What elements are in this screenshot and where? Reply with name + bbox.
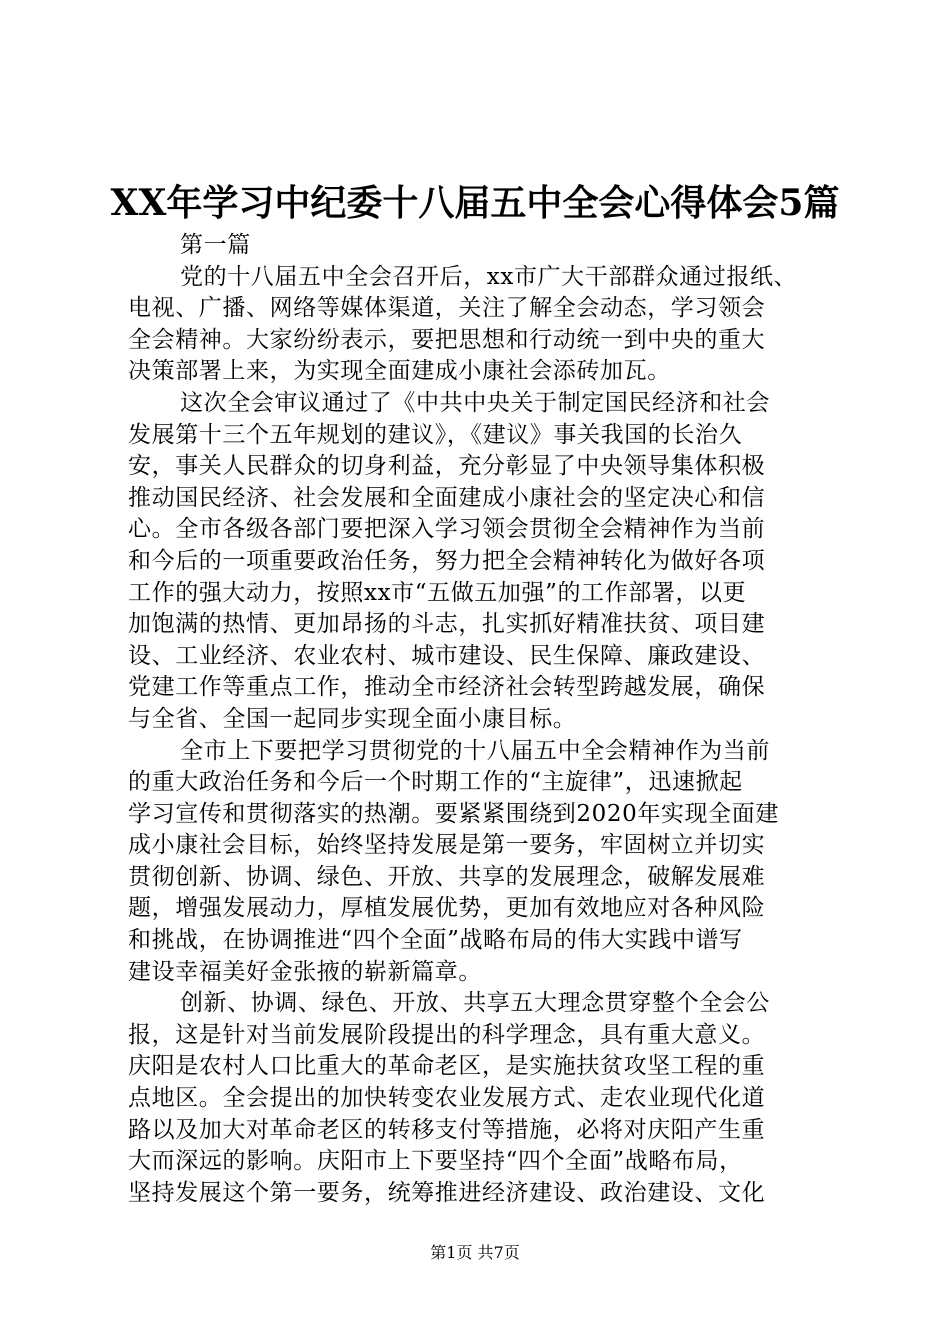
body-line: 建设幸福美好金张掖的崭新篇章。 [128, 958, 482, 985]
body-line: 报，这是针对当前发展阶段提出的科学理念，具有重大意义。 [128, 1021, 766, 1048]
body-line: 路以及加大对革命老区的转移支付等措施，必将对庆阳产生重 [128, 1116, 766, 1143]
body-line: 创新、协调、绿色、开放、共享五大理念贯穿整个全会公 [180, 990, 770, 1017]
body-line: 和挑战，在协调推进“四个全面”战略布局的伟大实践中谱写 [128, 927, 743, 954]
body-line: 全会精神。大家纷纷表示，要把思想和行动统一到中央的重大 [128, 326, 766, 353]
body-line: 发展第十三个五年规划的建议》，《建议》事关我国的长治久 [128, 421, 743, 448]
body-line: 大而深远的影响。庆阳市上下要坚持“四个全面”战略布局， [128, 1148, 743, 1175]
body-line: 坚持发展这个第一要务，统筹推进经济建设、政治建设、文化 [128, 1179, 766, 1206]
document-title: XX年学习中纪委十八届五中全会心得体会5篇 [110, 182, 840, 224]
body-line: 庆阳是农村人口比重大的革命老区，是实施扶贫攻坚工程的重 [128, 1053, 766, 1080]
body-line: 工作的强大动力，按照xx市“五做五加强”的工作部署，以更 [128, 579, 747, 606]
body-line: 点地区。全会提出的加快转变农业发展方式、走农业现代化道 [128, 1085, 766, 1112]
body-line: 与全省、全国一起同步实现全面小康目标。 [128, 705, 577, 732]
body-line: 这次全会审议通过了《中共中央关于制定国民经济和社会 [180, 389, 770, 416]
body-line: 设、工业经济、农业农村、城市建设、民生保障、廉政建设、 [128, 642, 766, 669]
page-footer: 第1页 共7页 [430, 1243, 520, 1262]
body-line: 全市上下要把学习贯彻党的十八届五中全会精神作为当前 [180, 737, 770, 764]
body-line: 第一篇 [180, 232, 251, 258]
body-line: 加饱满的热情、更加昂扬的斗志，扎实抓好精准扶贫、项目建 [128, 611, 766, 638]
body-line: 成小康社会目标，始终坚持发展是第一要务，牢固树立并切实 [128, 832, 766, 859]
body-line: 党的十八届五中全会召开后，xx市广大干部群众通过报纸、 [180, 263, 798, 290]
document-body [128, 230, 833, 1209]
body-line: 决策部署上来，为实现全面建成小康社会添砖加瓦。 [128, 358, 671, 385]
body-line: 题，增强发展动力，厚植发展优势，更加有效地应对各种风险 [128, 895, 766, 922]
body-line: 党建工作等重点工作，推动全市经济社会转型跨越发展，确保 [128, 674, 766, 701]
body-line: 推动国民经济、社会发展和全面建成小康社会的坚定决心和信 [128, 484, 766, 511]
body-line: 和今后的一项重要政治任务，努力把全会精神转化为做好各项 [128, 547, 766, 574]
body-line: 电视、广播、网络等媒体渠道，关注了解全会动态，学习领会 [128, 295, 766, 322]
body-line: 的重大政治任务和今后一个时期工作的“主旋律”，迅速掀起 [128, 769, 743, 796]
body-line: 安，事关人民群众的切身利益，充分彰显了中央领导集体积极 [128, 453, 766, 480]
body-line: 学习宣传和贯彻落实的热潮。要紧紧围绕到2020年实现全面建 [128, 800, 779, 827]
body-line: 贯彻创新、协调、绿色、开放、共享的发展理念，破解发展难 [128, 863, 766, 890]
body-line: 心。全市各级各部门要把深入学习领会贯彻全会精神作为当前 [128, 516, 766, 543]
